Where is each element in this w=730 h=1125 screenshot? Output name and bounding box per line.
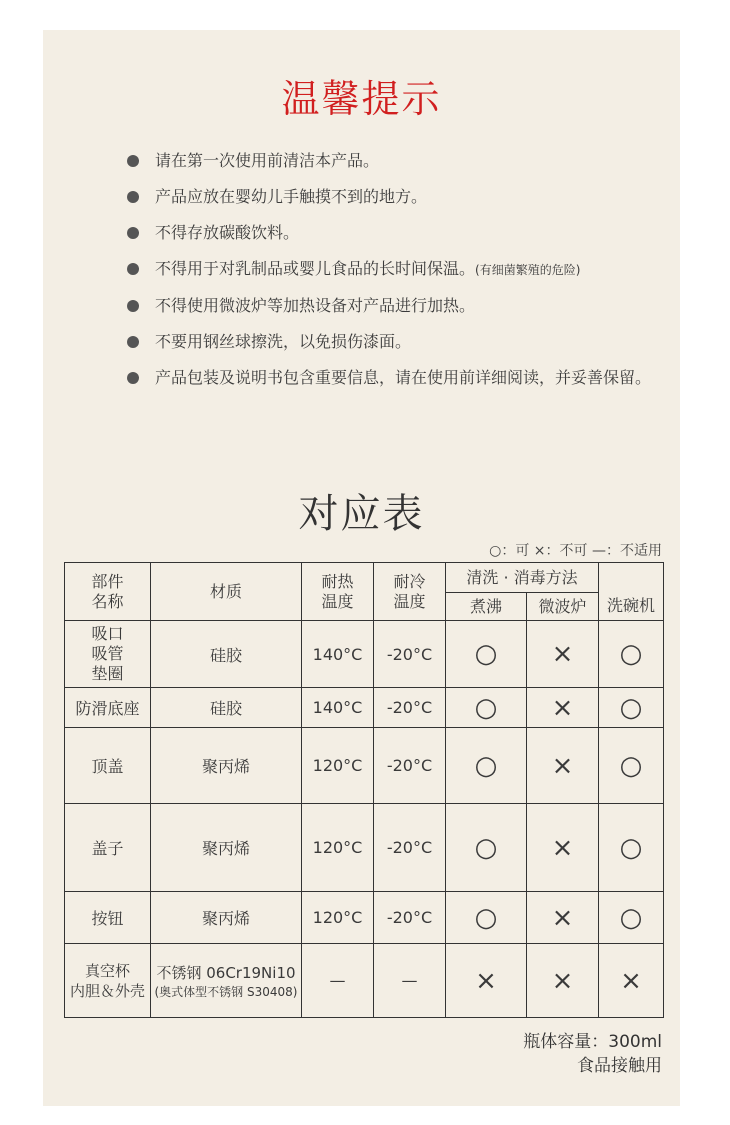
row-boil: ○: [446, 621, 527, 688]
food-contact-label: 食品接触用: [577, 1056, 662, 1076]
row-heat: 120°C: [302, 892, 374, 944]
row-material: [151, 944, 302, 1018]
material-note: (奥式体型不锈钢 S30408): [154, 984, 298, 999]
bullet-icon: [127, 263, 139, 275]
row-cold: -20°C: [374, 728, 446, 804]
row-part: 盖子: [65, 804, 151, 892]
table-row: [65, 621, 664, 688]
row-boil: ○: [446, 688, 527, 728]
row-cold: -20°C: [374, 804, 446, 892]
row-boil: ○: [446, 892, 527, 944]
row-dishwasher: ○: [599, 804, 664, 892]
row-part: 按钮: [65, 892, 151, 944]
row-microwave: ×: [527, 944, 599, 1018]
header-boil: 煮沸: [446, 593, 527, 621]
bullet-icon: [127, 191, 139, 203]
symbol-legend: ○：可 ×：不可 —：不适用: [489, 543, 662, 559]
row-dishwasher: ○: [599, 621, 664, 688]
row-part: 真空杯 内胆＆外壳: [65, 944, 151, 1018]
bullet-icon: [127, 227, 139, 239]
row-cold: -20°C: [374, 688, 446, 728]
row-cold: -20°C: [374, 621, 446, 688]
header-part: 部件 名称: [65, 563, 151, 621]
table-title: 对应表: [298, 491, 425, 537]
row-microwave: ×: [527, 892, 599, 944]
capacity-label: 瓶体容量：300ml: [523, 1032, 662, 1052]
tip-item: 产品应放在婴幼儿手触摸不到的地方。: [125, 182, 665, 212]
row-cold: —: [374, 944, 446, 1018]
tip-note: (有细菌繁殖的危险): [475, 263, 581, 277]
tip-item: 不得使用微波炉等加热设备对产品进行加热。: [125, 291, 665, 321]
bullet-icon: [127, 372, 139, 384]
row-boil: ○: [446, 804, 527, 892]
row-dishwasher: ○: [599, 892, 664, 944]
row-material: 聚丙烯: [151, 728, 302, 804]
tip-item: 请在第一次使用前清洁本产品。: [125, 146, 665, 176]
tips-list: [125, 146, 665, 399]
header-cold: 耐冷 温度: [374, 563, 446, 621]
row-heat: 120°C: [302, 728, 374, 804]
row-part: 防滑底座: [65, 688, 151, 728]
bullet-icon: [127, 300, 139, 312]
row-microwave: ×: [527, 728, 599, 804]
table-row: [65, 688, 664, 728]
material-name: 不锈钢 06Cr19Ni10: [156, 963, 296, 982]
row-part: 顶盖: [65, 728, 151, 804]
row-material: 聚丙烯: [151, 892, 302, 944]
header-material: 材质: [151, 563, 302, 621]
compatibility-table: [64, 562, 664, 1018]
tips-title: 温馨提示: [281, 77, 442, 121]
header-microwave: 微波炉: [527, 593, 599, 621]
footer-info: [523, 1030, 662, 1078]
row-heat: 140°C: [302, 688, 374, 728]
row-cold: -20°C: [374, 892, 446, 944]
row-microwave: ×: [527, 621, 599, 688]
table-row: [65, 804, 664, 892]
header-heat: 耐热 温度: [302, 563, 374, 621]
bullet-icon: [127, 155, 139, 167]
tip-item: 不要用钢丝球擦洗，以免损伤漆面。: [125, 327, 665, 357]
row-heat: 140°C: [302, 621, 374, 688]
table-row: [65, 892, 664, 944]
row-microwave: ×: [527, 688, 599, 728]
row-heat: 120°C: [302, 804, 374, 892]
row-dishwasher: ×: [599, 944, 664, 1018]
row-part: 吸口 吸管 垫圈: [65, 621, 151, 688]
tip-item: 不得存放碳酸饮料。: [125, 218, 665, 248]
row-material: 硅胶: [151, 688, 302, 728]
info-panel: [43, 30, 680, 1106]
header-dishwasher: 洗碗机: [599, 563, 664, 621]
row-heat: —: [302, 944, 374, 1018]
row-material: 聚丙烯: [151, 804, 302, 892]
bullet-icon: [127, 336, 139, 348]
row-boil: ○: [446, 728, 527, 804]
row-microwave: ×: [527, 804, 599, 892]
table-row: [65, 944, 664, 1018]
row-dishwasher: ○: [599, 688, 664, 728]
table-row: [65, 728, 664, 804]
header-cleaning: 清洗 · 消毒方法: [446, 563, 599, 593]
row-boil: ×: [446, 944, 527, 1018]
tip-item: 不得用于对乳制品或婴儿食品的长时间保温。(有细菌繁殖的危险): [125, 254, 665, 285]
tip-item: 产品包装及说明书包含重要信息，请在使用前详细阅读，并妥善保留。: [125, 363, 665, 393]
row-dishwasher: ○: [599, 728, 664, 804]
row-material: 硅胶: [151, 621, 302, 688]
